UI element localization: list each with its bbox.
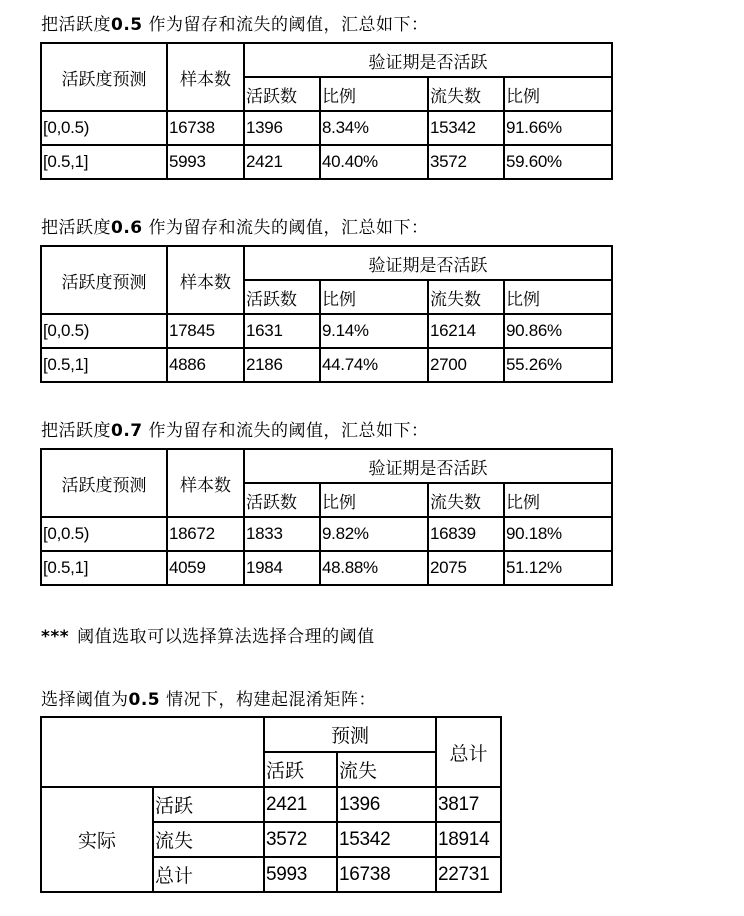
group-header: 验证期是否活跃 [244,43,612,77]
active-ratio-cell: 40.40% [320,145,428,179]
churn-cell: 3572 [428,145,504,179]
ratio-header: 比例 [504,77,612,111]
active-header: 活跃数 [244,483,320,517]
pred-churn-header: 流失 [337,752,436,787]
row-label: 流失 [153,822,264,857]
churn-header: 流失数 [428,77,504,111]
active-ratio-cell: 44.74% [320,348,428,382]
heading-prefix: 把活跃度 [41,15,111,35]
active-cell: 1396 [244,111,320,145]
churn-ratio-cell: 55.26% [504,348,612,382]
note-text: 阈值选取可以选择算法选择合理的阈值 [77,627,375,647]
active-header: 活跃数 [244,280,320,314]
row-label: 活跃 [153,787,264,822]
range-cell: [0.5,1] [41,145,167,179]
threshold-value: 0.5 [111,15,143,35]
churn-cell: 2075 [428,551,504,585]
heading-suffix: 情况下，构建起混淆矩阵： [160,690,377,710]
table-row [41,551,612,585]
active-cell: 1631 [244,314,320,348]
ratio-header: 比例 [320,77,428,111]
threshold-value: 0.7 [111,421,143,441]
active-cell: 2421 [264,787,337,822]
sample-cell: 18672 [167,517,244,551]
threshold-table [40,245,613,383]
threshold-value: 0.5 [128,690,161,710]
ratio-header: 比例 [320,280,428,314]
threshold-note [41,626,375,648]
section-heading [41,420,429,442]
sample-header: 样本数 [167,246,244,314]
actual-header: 实际 [41,787,153,892]
sample-header: 样本数 [167,449,244,517]
heading-suffix: 作为留存和流失的阈值，汇总如下： [142,15,429,35]
active-header: 活跃数 [244,77,320,111]
confusion-matrix [40,716,502,893]
churn-ratio-cell: 91.66% [504,111,612,145]
range-cell: [0,0.5) [41,517,167,551]
table-row [41,348,612,382]
section-heading [41,217,429,239]
sample-header: 样本数 [167,43,244,111]
range-cell: [0.5,1] [41,551,167,585]
active-cell: 2186 [244,348,320,382]
table-row [41,111,612,145]
churn-cell: 16738 [337,857,436,892]
churn-ratio-cell: 90.18% [504,517,612,551]
heading-suffix: 作为留存和流失的阈值，汇总如下： [142,218,429,238]
churn-ratio-cell: 51.12% [504,551,612,585]
table-row [41,145,612,179]
active-cell: 5993 [264,857,337,892]
range-cell: [0,0.5) [41,111,167,145]
threshold-table [40,42,613,180]
predicted-header: 预测 [264,717,436,752]
pred-header: 活跃度预测 [41,43,167,111]
group-header: 验证期是否活跃 [244,449,612,483]
sample-cell: 5993 [167,145,244,179]
pred-header: 活跃度预测 [41,246,167,314]
section-heading [41,14,429,36]
active-cell: 1984 [244,551,320,585]
churn-header: 流失数 [428,280,504,314]
note-stars: *** [41,627,70,647]
churn-cell: 15342 [337,822,436,857]
heading-prefix: 把活跃度 [41,218,111,238]
active-ratio-cell: 48.88% [320,551,428,585]
active-cell: 1833 [244,517,320,551]
sample-cell: 16738 [167,111,244,145]
row-label: 总计 [153,857,264,892]
churn-cell: 1396 [337,787,436,822]
threshold-table [40,448,613,586]
total-cell: 22731 [436,857,501,892]
sample-cell: 4886 [167,348,244,382]
churn-cell: 16214 [428,314,504,348]
total-cell: 3817 [436,787,501,822]
active-cell: 2421 [244,145,320,179]
total-header: 总计 [436,717,501,787]
empty-corner [41,717,264,787]
churn-cell: 15342 [428,111,504,145]
heading-prefix: 选择阈值为 [41,690,129,710]
ratio-header: 比例 [504,280,612,314]
heading-suffix: 作为留存和流失的阈值，汇总如下： [142,421,429,441]
heading-prefix: 把活跃度 [41,421,111,441]
ratio-header: 比例 [504,483,612,517]
pred-active-header: 活跃 [264,752,337,787]
total-cell: 18914 [436,822,501,857]
active-ratio-cell: 8.34% [320,111,428,145]
threshold-value: 0.6 [111,218,143,238]
table-row [41,787,501,822]
sample-cell: 4059 [167,551,244,585]
active-ratio-cell: 9.14% [320,314,428,348]
churn-cell: 16839 [428,517,504,551]
ratio-header: 比例 [320,483,428,517]
group-header: 验证期是否活跃 [244,246,612,280]
churn-ratio-cell: 59.60% [504,145,612,179]
pred-header: 活跃度预测 [41,449,167,517]
table-row [41,314,612,348]
churn-ratio-cell: 90.86% [504,314,612,348]
range-cell: [0,0.5) [41,314,167,348]
range-cell: [0.5,1] [41,348,167,382]
active-ratio-cell: 9.82% [320,517,428,551]
sample-cell: 17845 [167,314,244,348]
active-cell: 3572 [264,822,337,857]
churn-header: 流失数 [428,483,504,517]
table-row [41,517,612,551]
confusion-heading [41,689,376,711]
churn-cell: 2700 [428,348,504,382]
